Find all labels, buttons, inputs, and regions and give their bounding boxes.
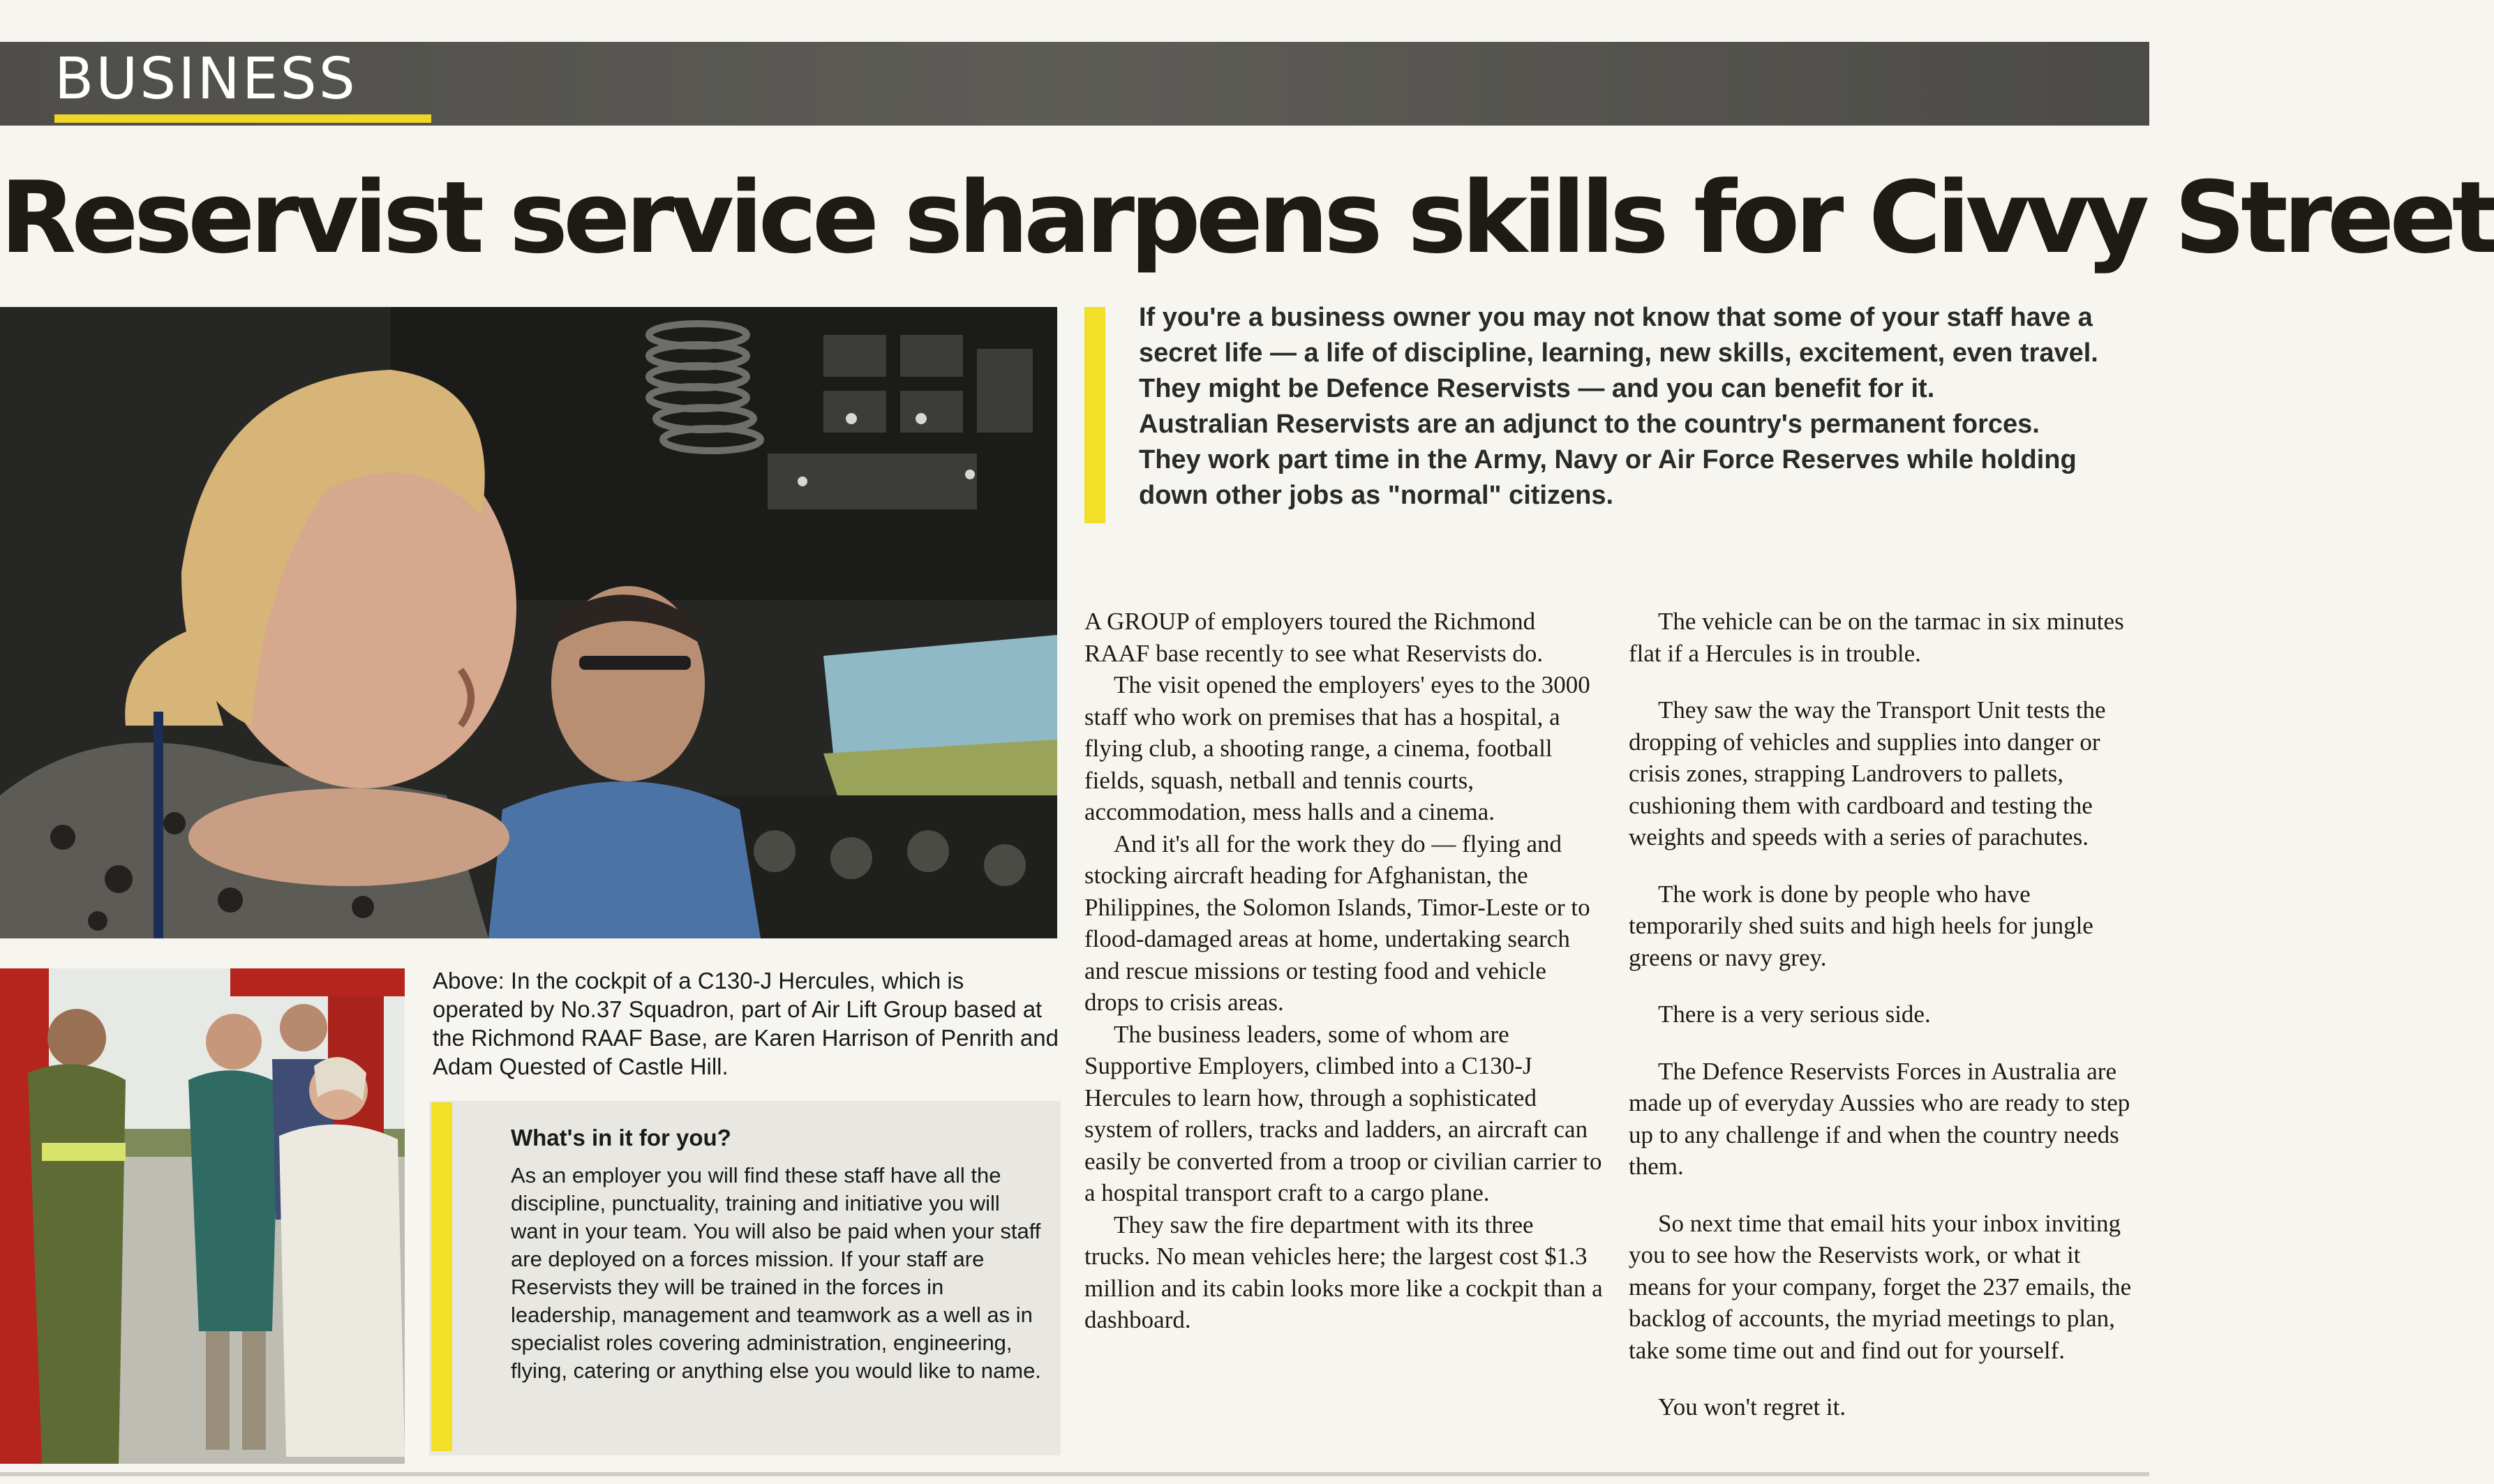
photo-caption: Above: In the cockpit of a C130-J Hercules, which is operated by No.37 Squadron, part of Air Lift Group based at the Richmond RAAF Base, are Karen Harrison of Penrith and Adam Quested of Castle Hill. <box>433 968 1059 1079</box>
intro-paragraph: Australian Reservists are an adjunct to the country's permanent forces. <box>1139 410 2040 439</box>
cockpit-photo <box>0 307 1057 938</box>
body-paragraph: They saw the way the Transport Unit tests the dropping of vehicles and supplies into danger or crisis zones, strapping Landrovers to pallets, cushioning them with cardboard and testing the weights and speeds with a series of parachutes. <box>1629 696 2106 850</box>
body-paragraph: The Defence Reservists Forces in Australia are made up of everyday Aussies who are ready to step up to any challenge if and when the country needs them. <box>1629 1057 2130 1180</box>
intro-paragraph: They work part time in the Army, Navy or Air Force Reserves while holding down other jobs as "normal" citizens. <box>1139 445 2077 510</box>
body-paragraph: They saw the fire department with its three trucks. No mean vehicles here; the largest cost $1.3 million and its cabin looks more like a cockpit than a dashboard. <box>1084 1211 1603 1333</box>
body-column-1 <box>1084 606 1604 1336</box>
body-paragraph: The business leaders, some of whom are Supportive Employers, climbed into a C130-J Hercules to learn how, through a sophisticated system of rollers, tracks and ladders, an aircraft can easily be converted from a troop or civilian carrier to a hospital transport craft to a cargo plane. <box>1084 1020 1602 1206</box>
body-column-2 <box>1629 606 2138 1448</box>
intro-standfirst <box>1139 300 2144 514</box>
body-paragraph: A GROUP of employers toured the Richmond RAAF base recently to see what Reservists do. <box>1084 608 1544 667</box>
body-paragraph: And it's all for the work they do — flying and stocking aircraft heading for Afghanistan, the Philippines, the Solomon Islands, Timor-Leste or to flood-damaged areas at home, undertaking search and rescue missions or testing food and vehicle drops to crisis areas. <box>1084 830 1590 1016</box>
body-paragraph: You won't regret it. <box>1658 1393 1846 1421</box>
body-paragraph: There is a very serious side. <box>1658 1000 1931 1028</box>
intro-accent-bar <box>1084 307 1105 523</box>
sidebar-body: As an employer you will find these staff have all the discipline, punctuality, training and initiative you will want in your team. You will also be paid when your staff are deployed on a forces mission. If your staff are Reservists they will be trained in the forces in leadership, management and teamwork as a well as in specialist roles covering administration, engineering, flying, catering or anything else you would like to name. <box>511 1163 1041 1383</box>
section-label: BUSINESS <box>54 46 357 112</box>
sidebar-heading: What's in it for you? <box>511 1125 731 1151</box>
body-paragraph: So next time that email hits your inbox inviting you to see how the Reservists work, or what it means for your company, forget the 237 emails, the backlog of accounts, the myriad meetings to plan, take some time out and find out for yourself. <box>1629 1209 2132 1364</box>
sidebar-accent-bar <box>431 1102 452 1451</box>
headline: Reservist service sharpens skills for Civvy Street <box>0 160 2494 276</box>
body-paragraph: The visit opened the employers' eyes to the 3000 staff who work on premises that has a hospital, a flying club, a shooting range, a cinema, football fields, squash, netball and tennis courts, accommodation, mess halls and a cinema. <box>1084 671 1590 825</box>
body-paragraph: The vehicle can be on the tarmac in six minutes flat if a Hercules is in trouble. <box>1629 608 2124 667</box>
intro-paragraph: If you're a business owner you may not know that some of your staff have a secret life — a life of discipline, learning, new skills, excitement, even travel. <box>1139 303 2098 368</box>
cockpit-photo-illustration <box>0 307 1057 938</box>
section-underline <box>54 114 431 123</box>
tarmac-group-photo <box>0 968 405 1464</box>
body-paragraph: The work is done by people who have temporarily shed suits and high heels for jungle greens or navy grey. <box>1629 880 2093 971</box>
bottom-rule <box>0 1472 2149 1476</box>
intro-paragraph: They might be Defence Reservists — and you can benefit for it. <box>1139 374 1935 403</box>
tarmac-group-illustration <box>0 968 405 1464</box>
